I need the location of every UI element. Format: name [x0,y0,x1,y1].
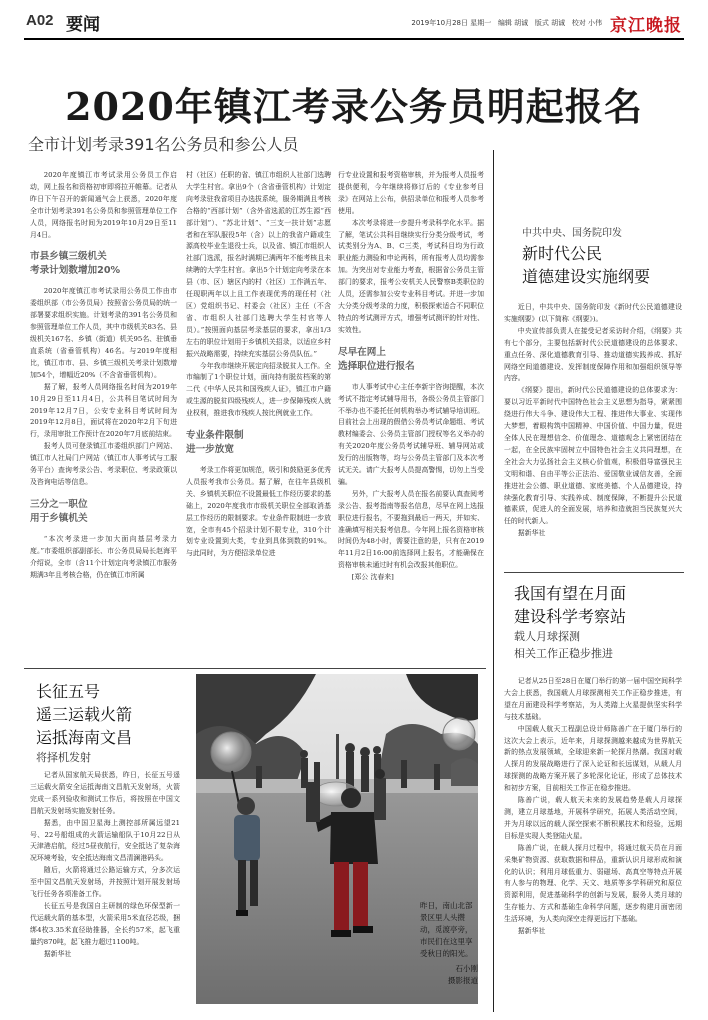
moral-title-line: 新时代公民 [522,244,603,263]
page-number: A02 [26,12,54,29]
lead-paragraph: 另外，广大报考人员在报名前要认真查阅考录公告、报考指南等报名信息，尽早在网上选报职位进行报名，不要拖到最后一两天，并如实、准确填写相关报考信息。今年网上报名资格审核时间仍为48小时，需要注意的是，只有在2019年11月2日16:00前选择网上报名，才能确保在资格审核未通过时有机会改报其他职位。 [338,489,484,570]
moon-paragraph: 陈善广说，在载人探月过程中，将通过航天员在月面采集矿物资源、获取数据和样品，重新认识月球形成和演化的认识；利用月球低重力、弱磁场、高真空等特点开展有人参与的物理、化学、天文、地质等多学科研究和原位资源利用，促进基础科学的创新与发展，服务人类月球的生存能力、方式和基础生命科学问题，逐步构建月面密闭生活环境，为人类向深空走得更远打下基础。 [504,843,682,924]
rocket-paragraph: 长征五号是我国自主研制的绿色环保型新一代运载火箭的基本型，火箭采用5米直径芯级，捆绑4枚3.35米直径助推器，全长约57米，起飞重量约870吨，起飞推力超过1100吨。 [30,901,180,946]
lead-subheading: 市县乡镇三级机关 考录计划数增加20% [30,251,121,277]
lead-column-3 [338,170,484,668]
moral-paragraph: 《纲要》提出，新时代公民道德建设的总体要求为：要以习近平新时代中国特色社会主义思想为指导，紧紧围绕进行伟大斗争、建设伟大工程、推进伟大事业、实现伟大梦想，着眼构筑中国精神、中国价值、中国力量，促进全体人民在理想信念、价值理念、道德观念上紧密团结在一起，在全民族牢固树立中国特色社会主义共同理想，在全社会大力弘扬社会主义核心价值观，积极倡导富强民主文明和谐、自由平等公正法治、爱国敬业诚信友善，全面推进社会公德、职业道德、家庭美德、个人品德建设，持续强化教育引导、实践养成、制度保障，不断提升公民道德素质，促进人的全面发展，培养和造就担当民族复兴大任的时代新人。 [504,386,682,526]
photo-caption-text: 昨日，南山北部景区里人头攒动，觅渡亭旁，市民们在这里享受秋日的阳光。 [420,901,473,958]
lead-column-1 [30,170,177,668]
rocket-article [30,770,180,1012]
lead-paragraph: 2020年度镇江市考试录用公务员工作启动，网上报名和资格初审即将拉开帷幕。记者从昨日下午召开的新闻通气会上获悉，2020年度全市计划考录391名公务员和参照管理单位工作人员，网络报名时间为2019年10月29日至11月4日。 [30,171,177,239]
rocket-title [36,680,186,766]
moon-article [504,676,682,1010]
moral-paragraph: 中央宣传部负责人在接受记者采访时介绍，《纲要》共有七个部分，主要包括新时代公民道德建设的总体要求、重点任务、深化道德教育引导、推动道德实践养成、抓好网络空间道德建设、发挥制度保障作用和加强组织领导等内容。 [504,326,682,383]
moon-paragraph: 记者从25日至28日在厦门举行的第一届中国空间科学大会上获悉，我国载人月球探测相关工作正稳步推进，有望在月面建设科学考察站，为人类踏上火星提供坚实科学与技术基础。 [504,677,682,721]
moon-signature: 据新华社 [517,927,546,936]
lead-paragraph: “本次考录进一步加大面向基层考录力度。”市委组织部副部长、市公务员局局长赵海平介绍说，全市（含11个计划定向考录镇江市服务期满3年且考核合格，仍在镇江市所属 [30,534,177,579]
lead-paragraph: 今年我市继续开展定向招录脱贫人工作。全市编制了1个职位计划，面向持有脱贫档案的第二代《中华人民共和国残疾人证》，镇江市户籍或生源的脱贫四级残疾人，进一步保障残疾人就业权利，推进我市残疾人按比例就业工作。 [186,361,331,418]
lead-subheading: 专业条件限制 进一步放宽 [186,430,244,456]
lead-signature: [郑公 沈春来] [351,573,394,582]
lead-paragraph: 考录工作将更加规范，吸引和鼓励更多优秀人员报考我市公务员。据了解，在往年县级机关、乡镇机关职位不设置最低工作经历要求的基础上，2020年度我市市级机关职位全部取消基层工作经历的限制要求。专业条件限制进一步放宽，全市有45个招录计划不限专业，310个计划专业设置到大类，专业到具体到数的91%。与此同时，为方便招录单位进 [186,466,331,558]
proof-credit: 校对 小伟 [571,19,602,27]
moon-title-line: 我国有望在月面 [514,584,627,603]
lead-paragraph: 村（社区）任职的省、镇江市组织人社部门选聘大学生村官。拿出9个（含省垂管机构）计划定向考录驻我省项目办选拔系统，服务期满且考核合格的“西部计划”（含外省选派的江苏生源“西部计划”）、“苏北计划”、“三支一扶计划”志愿者和在军队服役5年（含）以上的我省户籍或生源高校毕业生退役士兵，以及省、镇江市组织人社部门选派，报名时满期已满两年不能考核且未续聘的大学生村官。拿出5个计划定向考录在本县（市、区）辖区内的村（社区）工作满五年、任现职两年以上且工作表现优秀的现任村（社区）党组织书记、村委会（社区）主任（不含省、市组织人社部门选聘大学生村官等人员）。”按照面向基层考录基层的要求，拿出1/3左右的职位计划用于乡镇机关招录，以适应乡村振兴战略需要，持续充实基层公务员队伍。” [186,171,331,358]
moon-title-sub: 相关工作正稳步推进 [514,647,613,660]
rocket-paragraph: 记者从国家航天局获悉，昨日，长征五号遥三运载火箭安全运抵海南文昌航天发射场，火箭完成一系列验收和测试工作后，将按照在中国文昌航天发射场实施发射任务。 [30,771,180,815]
photo-caption [420,900,478,987]
moon-paragraph: 陈善广说，载人航天未来的发展趋势是载人月球探测，建立月球基地，开展科学研究，拓展人类活动空间，并为月球以远的载人深空探索不断积累技术和经验，远期目标是实现人类登陆火星。 [504,796,682,840]
rocket-paragraph: 据悉，由中国卫星海上测控部所属远望21号、22号船组成的火箭运输船队于10月22日从天津港启航，经过5昼夜航行，安全抵达了复杂海况环境考验，安全抵达海南文昌清澜港码头。 [30,818,180,863]
photo-credit: 石小刚 [455,964,478,973]
lead-subheading: 尽早在网上 选择职位进行报名 [338,346,415,372]
lead-paragraph: 市人事考试中心主任李新宇咨询提醒，本次考试不指定考试辅导用书，各级公务员主管部门不举办也不委托任何机构举办考试辅导培训班。目前社会上出现的假借公务员考试命题组、考试教材编委会、公务员主管部门授权等名义举办的有关2020年度公务员考试辅导班、辅导网站或发行的出版物等，均与公务员主管部门及本次考试无关。请广大报考人员提高警惕，切勿上当受骗。 [338,382,484,486]
moon-title-line: 建设科学考察站 [514,607,627,626]
moral-title-prefix: 中共中央、国务院印发 [522,228,622,239]
issue-date: 2019年10月28日 星期一 [411,19,492,27]
lead-headline: 2020年镇江考录公务员明起报名 [65,84,643,129]
moral-title-line: 道德建设实施纲要 [522,267,651,286]
lead-paragraph: 据了解，报考人员网络报名时间为2019年10月29日至11月4日，公共科目笔试时间为2019年12月7日，公安专业科目考试时间为2019年12月8日，面试将在2020年2月下旬进行，录用审批工作预计在2020年7月底前结束。 [30,382,177,439]
rocket-title-line: 运抵海南文昌 [36,728,133,747]
column-divider [493,150,494,1012]
lead-paragraph: 2020年度镇江市考试录用公务员工作由市委组织部（市公务员局）按照省公务员局的统一部署要求组织实施。计划考录的391名公务员和参照管理单位工作人员，其中市级机关83名、县级机关167名、乡镇（街道）机关95名、驻镇垂直系统（省垂管机构）46名。与2019年度相比，镇江市市、县、乡镇三级机关考录计划数增加54个，增幅近20%（不含省垂管机构）。 [30,287,177,379]
photo-credit-label: 摄影报道 [448,976,478,985]
rocket-title-line: 长征五号 [36,682,101,701]
moral-paragraph: 近日，中共中央、国务院印发《新时代公民道德建设实施纲要》(以下简称《纲要》)。 [504,303,682,323]
moral-signature: 据新华社 [517,529,546,538]
section-divider [24,668,486,669]
moon-title [514,582,684,662]
lead-subheadline: 全市计划考录391名公务员和参公人员 [28,135,299,154]
moral-title [522,226,686,288]
layout-credit: 版式 胡诚 [534,19,566,27]
moon-title-sub: 载人月球探测 [514,630,580,643]
section-name: 要闻 [66,15,100,35]
lead-paragraph: 报考人员可登录镇江市委组织部门户网站、镇江市人社局门户网站（镇江市人事考试与工服务平台）查询考录公告、考录职位、考录政策以及咨询电话等信息。 [30,442,177,486]
rocket-signature: 据新华社 [43,949,72,958]
moon-paragraph: 中国载人航天工程副总设计师陈善广在于厦门举行的这次大会上表示，近年来，月球探测越来越成为世界航天新的热点发展领域，全球迎来新一轮探月热潮。我国对载人探月的发展战略进行了深入论证和长远谋划，从载人月球探测的战略方案开展了多轮深化论证，形成了总体技术和初步方案，目前相关工作正在稳步推进。 [504,724,682,793]
rocket-title-sub: 将择机发射 [36,751,91,764]
lead-column-2 [186,170,331,668]
newspaper-logo: 京江晚报 [610,16,682,36]
lead-subheading: 三分之一职位 用于乡镇机关 [30,498,88,524]
rocket-title-line: 遥三运载火箭 [36,705,133,724]
lead-paragraph: 本次考录将进一步提升考录科学化水平。据了解，笔试公共科目继续实行分类分级考试，考试类别分为A、B、C三类，考试科目均为行政职业能力测验和申论两科，所有报考人员均需参加。为突出对专业能力考查，根据省公务员主管部门的要求，报考公安机关人民警察B类职位的人员，还需参加公安专业科目考试。并进一步加大分类分级考录的力度，积极探索适合不同职位特点的考试测评方式，增强考试测评的针对性、实效性。 [338,218,484,334]
section-divider [504,572,684,573]
lead-paragraph: 行专业设置和报考资格审核，并为报考人员报考提供便利，今年继续将修订后的《专业参考目录》在网站上公布，供招录单位和报考人员参考使用。 [338,171,484,215]
page-header [24,6,684,40]
header-info [411,18,602,28]
rocket-paragraph: 随后，火箭将通过公路运输方式，分多次运至中国文昌航天发射场，并按照计划开展发射场飞行任务各项准备工作。 [30,866,180,899]
editor-credit: 编辑 胡诚 [497,19,529,27]
moral-article [504,302,682,568]
